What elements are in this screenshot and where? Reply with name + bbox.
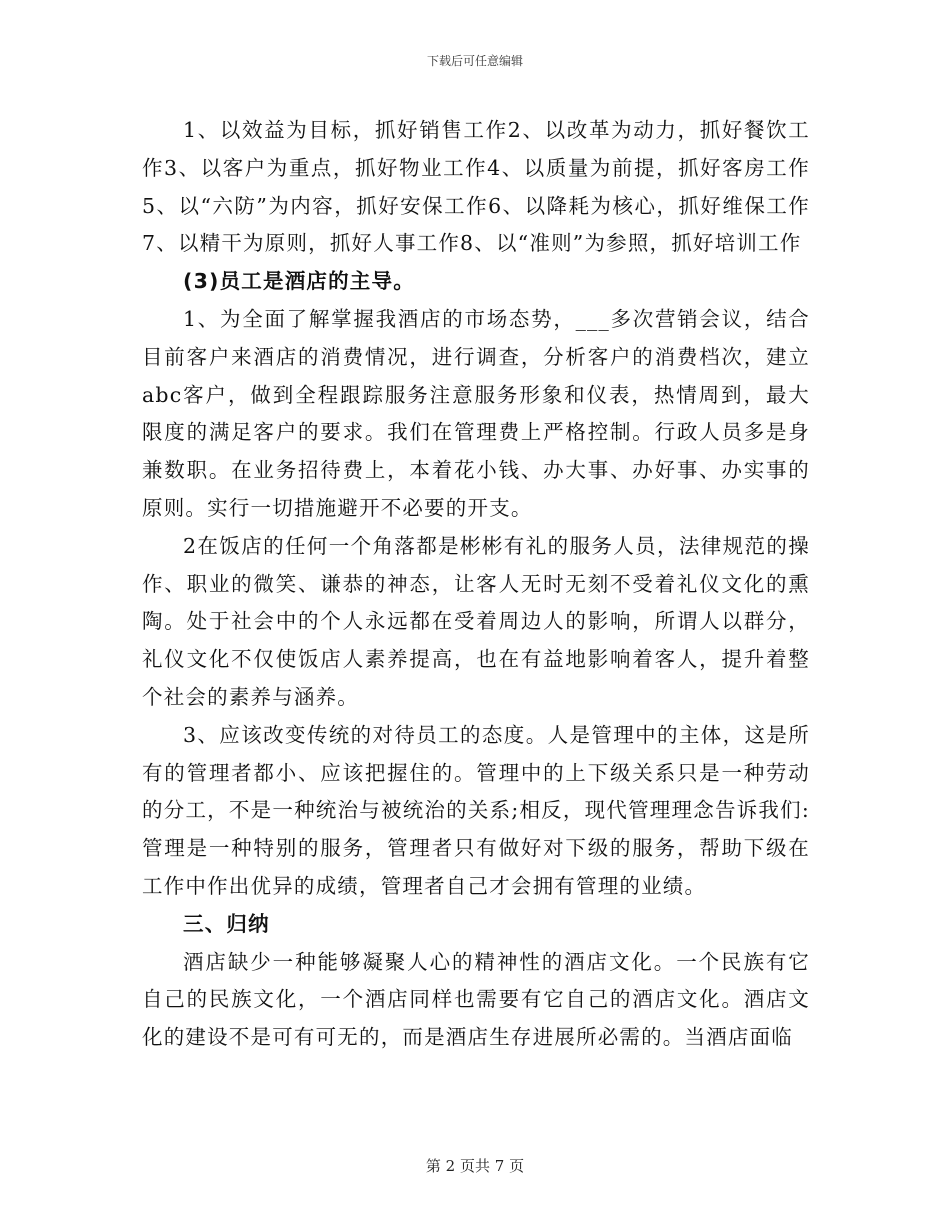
paragraph-market-research: 1、为全面了解掌握我酒店的市场态势，___多次营销会议，结合目前客户来酒店的消费情况，进行调查，分析客户的消费档次，建立abc客户，做到全程跟踪服务注意服务形象和仪表，热情周到，最大限度的满足客户的要求。我们在管理费上严格控制。行政人员多是身兼数职。在业务招待费上，本着花小钱、办大事、办好事、办实事的原则。实行一切措施避开不必要的开支。	[142, 306, 810, 520]
paragraph-staff-attitude: 3、应该改变传统的对待员工的态度。人是管理中的主体，这是所有的管理者都小、应该把握住的。管理中的上下级关系只是一种劳动的分工，不是一种统治与被统治的关系;相反，现代管理理念告诉我们:管理是一种特别的服务，管理者只有做好对下级的服务，帮助下级在工作中作出优异的成绩，管理者自己才会拥有管理的业绩。	[142, 722, 810, 898]
paragraph-work-goals: 1、以效益为目标，抓好销售工作2、以改革为动力，抓好餐饮工作3、以客户为重点，抓好物业工作4、以质量为前提，抓好客房工作5、以“六防”为内容，抓好安保工作6、以降耗为核心，抓好维保工作7、以精干为原则，抓好人事工作8、以“准则”为参照，抓好培训工作	[142, 118, 810, 256]
paragraph-hotel-culture: 酒店缺少一种能够凝聚人心的精神性的酒店文化。一个民族有它自己的民族文化，一个酒店同样也需要有它自己的酒店文化。酒店文化的建设不是可有可无的，而是酒店生存进展所必需的。当酒店面临	[142, 949, 810, 1050]
paragraph-etiquette-culture: 2在饭店的任何一个角落都是彬彬有礼的服务人员，法律规范的操作、职业的微笑、谦恭的神态，让客人无时无刻不受着礼仪文化的熏陶。处于社会中的个人永远都在受着周边人的影响，所谓人以群分，礼仪文化不仅使饭店人素养提高，也在有益地影响着客人，提升着整个社会的素养与涵养。	[142, 533, 810, 709]
section-heading-staff: (3)员工是酒店的主导。	[183, 269, 415, 294]
page-header: 下载后可任意编辑	[426, 54, 523, 68]
section-heading-summary: 三、归纳	[183, 911, 270, 936]
page-footer-page-number: 第 2 页共 7 页	[425, 1157, 525, 1175]
document-body	[142, 112, 810, 1057]
